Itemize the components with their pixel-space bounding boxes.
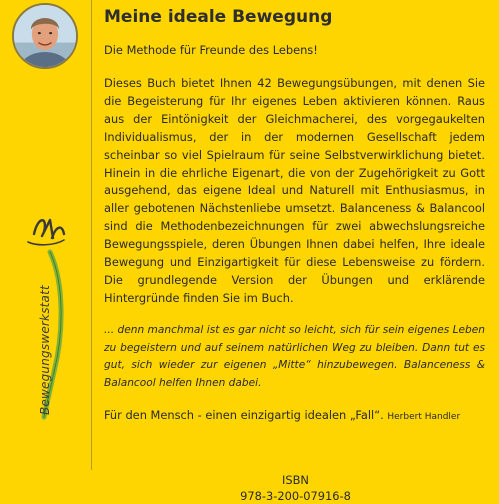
- subtitle: Die Methode für Freunde des Lebens!: [104, 43, 318, 57]
- quote-paragraph: ... denn manchmal ist es gar nicht so leicht, sich für sein eigenes Leben zu begeistern und auf seinem natürlichen Weg zu bleiben. Dann tut es gut, sich wieder zur eigenen „Mitte“ hinzubewegen. Balanceness & Balancool helfen Ihnen dabei.: [104, 323, 485, 390]
- left-column: [0, 0, 92, 497]
- vertical-divider: [91, 0, 92, 470]
- closing-line: [104, 407, 485, 425]
- isbn-number: 978-3-200-07916-8: [240, 489, 351, 503]
- page-title: Meine ideale Bewegung: [104, 7, 333, 27]
- brand-name: Bewegungswerkstatt: [38, 285, 52, 415]
- body-paragraph: Dieses Buch bietet Ihnen 42 Bewegungsübungen, mit denen Sie die Begeisterung für Ihr eigenes Leben aktivieren können. Raus aus der Eintönigkeit der Gleichmacherei, des vorgegaukelten Individualismus, der in der modernen Gesellschaft jedem scheinbar so viel Spielraum für seine Selbstverwirklichung bietet. Hinein in die ehrliche Eigenart, die von der Zugehörigkeit zu Gott ausgehend, das eigene Ideal und Naturell mit Enthusiasmus, in aller gebotenen Nächstenliebe umsetzt. Balanceness & Balancool sind die Methodenbezeichnungen für zwei abwechslungsreiche Bewegungsspiele, deren Übungen Ihnen dabei helfen, Ihre ideale Bewegung und Einzigartigkeit für diese Lebensweise zu fördern. Die grundlegende Version der Übungen und erklärende Hintergründe finden Sie im Buch.: [104, 76, 485, 305]
- author-photo: [12, 3, 78, 69]
- isbn-label: ISBN: [282, 473, 309, 487]
- author-name: Herbert Handler: [387, 411, 461, 422]
- isbn-block: [92, 472, 499, 504]
- main-content: [104, 6, 485, 425]
- author-photo-icon: [14, 5, 76, 67]
- closing-text: Für den Mensch - einen einzigartig idealen „Fall“.: [104, 407, 384, 422]
